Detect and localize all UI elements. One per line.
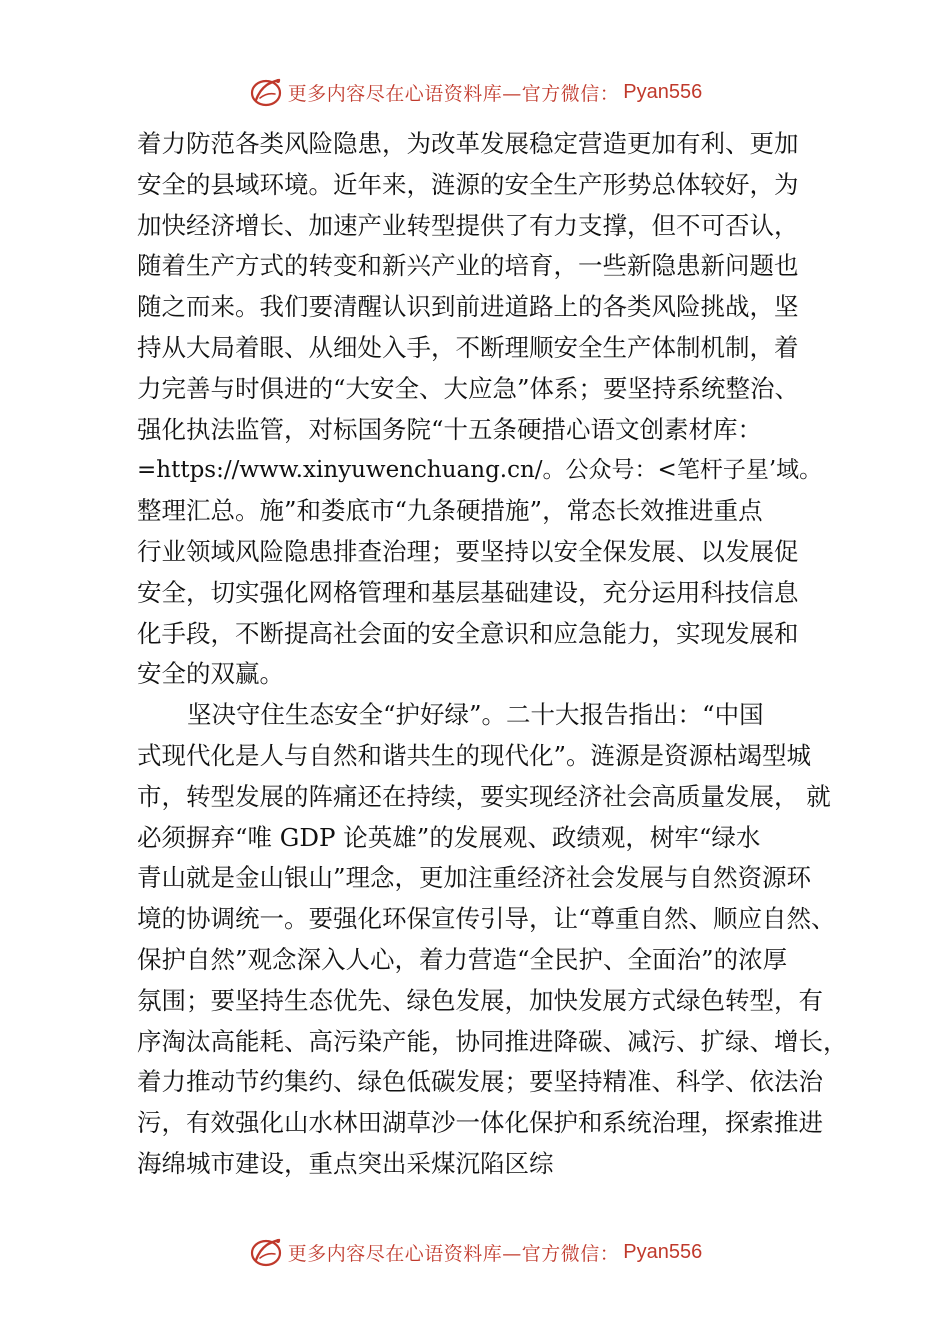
document-body bbox=[137, 124, 848, 1185]
text-line: 安全，切实强化网格管理和基层基础建设，充分运用科技信息 bbox=[137, 577, 799, 607]
watermark-text: 更多内容尽在心语资料库—官方微信： bbox=[287, 82, 620, 105]
text-line: 随着生产方式的转变和新兴产业的培育，一些新隐患新问题也 bbox=[137, 251, 799, 281]
text-line-url: =https://www.xinyuwenchuang.cn/。公众号：<笔杆子星’域。 bbox=[137, 457, 823, 484]
text-line: 随之而来。我们要清醒认识到前进道路上的各类风险挑战，坚 bbox=[137, 292, 799, 322]
text-line: 加快经济增长、加速产业转型提供了有力支撑，但不可否认， bbox=[137, 210, 799, 240]
text-line: 序淘汰高能耗、高污染产能，协同推进降碳、减污、扩绿、增长， bbox=[137, 1026, 848, 1056]
brand-logo-icon bbox=[248, 1234, 284, 1270]
text-line: 必须摒弃“唯 GDP 论英雄”的发展观、政绩观，树牢“绿水 bbox=[137, 822, 761, 852]
text-line: 安全的县域环境。近年来，涟源的安全生产形势总体较好，为 bbox=[137, 169, 799, 199]
watermark-wechat-id: Pyan556 bbox=[623, 80, 703, 103]
text-line: 力完善与时俱进的“大安全、大应急”体系；要坚持系统整治、 bbox=[137, 373, 800, 403]
text-line: 境的协调统一。要强化环保宣传引导，让“尊重自然、顺应自然、 bbox=[137, 904, 836, 934]
text-line: 式现代化是人与自然和谐共生的现代化”。涟源是资源枯竭型城 bbox=[137, 740, 812, 770]
text-line: 安全的双赢。 bbox=[137, 659, 284, 689]
header-watermark bbox=[0, 72, 950, 112]
brand-logo-icon bbox=[248, 74, 284, 110]
watermark-wechat-id: Pyan556 bbox=[623, 1240, 703, 1263]
paragraph-1 bbox=[137, 124, 837, 695]
text-line: 保护自然”观念深入人心，着力营造“全民护、全面治”的浓厚 bbox=[137, 944, 788, 974]
paragraph-2 bbox=[137, 695, 848, 1185]
text-line-first: 坚决守住生态安全“护好绿”。二十大报告指出：“中国 bbox=[187, 700, 764, 730]
text-line: 持从大局着眼、从细处入手，不断理顺安全生产体制机制，着 bbox=[137, 332, 799, 362]
footer-watermark bbox=[0, 1232, 950, 1272]
text-line: 化手段，不断提高社会面的安全意识和应急能力，实现发展和 bbox=[137, 618, 799, 648]
text-line: 强化执法监管，对标国务院“十五条硬措心语文创素材库： bbox=[137, 414, 763, 444]
text-line: 海绵城市建设，重点突出采煤沉陷区综 bbox=[137, 1148, 554, 1178]
text-line: 着力防范各类风险隐患，为改革发展稳定营造更加有利、更加 bbox=[137, 129, 799, 158]
text-line: 行业领域风险隐患排查治理；要坚持以安全保发展、以发展促 bbox=[137, 536, 799, 566]
text-line: 市，转型发展的阵痛还在持续，要实现经济社会高质量发展， 就 bbox=[137, 781, 831, 811]
text-line: 整理汇总。施”和娄底市“九条硬措施”，常态长效推进重点 bbox=[137, 496, 763, 526]
watermark-text: 更多内容尽在心语资料库—官方微信： bbox=[287, 1242, 620, 1265]
text-line: 着力推动节约集约、绿色低碳发展；要坚持精准、科学、依法治 bbox=[137, 1067, 823, 1097]
text-line: 青山就是金山银山”理念，更加注重经济社会发展与自然资源环 bbox=[137, 863, 812, 893]
text-line: 氛围；要坚持生态优先、绿色发展，加快发展方式绿色转型，有 bbox=[137, 985, 823, 1015]
text-line: 污，有效强化山水林田湖草沙一体化保护和系统治理，探索推进 bbox=[137, 1108, 823, 1138]
